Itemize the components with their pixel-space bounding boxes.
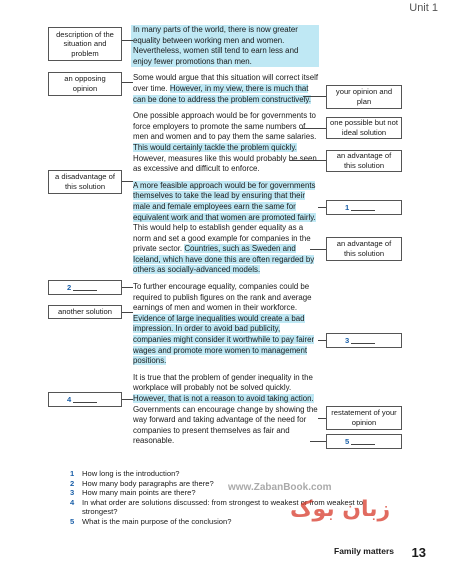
essay-p2-opinion: However, in my view, there is much that can be done to address the problem constructively. (133, 83, 311, 104)
question-text: In what order are solutions discussed: from strongest to weakest or from weakest to strongest? (82, 497, 364, 517)
question-number: 3 (70, 488, 75, 498)
model-essay (133, 25, 319, 447)
essay-p5-advantage: Evidence of large inequalities would create a bad impression. In order to avoid bad publicity, companies might consider it worthwhile to pay fairer wages and promote more women to management positions. (133, 313, 315, 366)
connector-line (122, 312, 133, 313)
blank-number: 2 (67, 282, 72, 292)
question-number: 4 (70, 497, 75, 507)
label-description: description of the situation and problem (48, 27, 122, 61)
blank-line (73, 285, 97, 291)
footer-unit-title: Family matters (334, 546, 394, 556)
connector-line (318, 340, 326, 341)
connector-line (122, 82, 133, 83)
question-item (70, 469, 400, 479)
essay-paragraph-5 (133, 282, 319, 367)
essay-p4-example: Countries, such as Sweden and Iceland, which have done this are often regarded by others as socially-advanced models. (133, 244, 315, 275)
connector-line (122, 181, 133, 182)
label-restatement: restatement of your opinion (326, 406, 402, 430)
question-text: What is the main purpose of the conclusion? (82, 516, 232, 526)
unit-label: Unit 1 (409, 2, 438, 14)
blank-3[interactable] (326, 333, 402, 348)
label-another-solution: another solution (48, 305, 122, 319)
label-possible-solution: one possible but not ideal solution (326, 117, 402, 139)
label-disadvantage: a disadvantage of this solution (48, 170, 122, 194)
blank-number: 4 (67, 394, 72, 404)
watermark-url: www.ZabanBook.com (228, 482, 332, 493)
blank-2[interactable] (48, 280, 122, 295)
question-number: 1 (70, 469, 75, 478)
connector-line (290, 160, 326, 161)
question-text: How many main points are there? (82, 488, 196, 498)
label-opposing-opinion: an opposing opinion (48, 72, 122, 96)
question-text: How long is the introduction? (82, 469, 180, 478)
essay-paragraph-3 (133, 111, 319, 175)
essay-paragraph-2 (133, 73, 319, 105)
blank-line (351, 338, 375, 344)
blank-number: 1 (345, 202, 350, 212)
essay-p2-opposing: Some would argue that this situation will correct itself over time. (133, 73, 319, 93)
essay-p3-advantage: This would certainly tackle the problem quickly. (133, 142, 297, 152)
question-number: 5 (70, 516, 75, 526)
blank-line (351, 205, 375, 211)
essay-p5-solution: To further encourage equality, companies could be required to publish figures on the rank and average earnings of men and women in their workforce. (133, 282, 312, 313)
essay-p3-disadvantage: However, measures like this would probably be seen as excessive and difficult to enforce. (133, 153, 317, 174)
blank-4[interactable] (48, 392, 122, 407)
essay-p6-closing: Governments can encourage change by showing the way forward and taking advantage of the need for companies to present themselves as fair and reasonable. (133, 404, 318, 446)
question-number: 2 (70, 478, 75, 488)
blank-number: 5 (345, 436, 350, 446)
essay-p4-advantage: This would help to establish gender equality as a norm and set a good example for companies in the private sector. (133, 223, 311, 254)
connector-line (318, 207, 326, 208)
blank-line (351, 439, 375, 445)
essay-paragraph-1: In many parts of the world, there is now greater equality between working men and women. Nevertheless, women still tend to earn less and enjoy fewer promotions than men. (131, 25, 319, 67)
connector-line (122, 399, 133, 400)
label-your-opinion: your opinion and plan (326, 85, 402, 109)
essay-p6-restatement: However, that is not a reason to avoid taking action. (133, 394, 314, 403)
connector-line (300, 128, 326, 129)
connector-line (310, 249, 326, 250)
blank-line (73, 397, 97, 403)
question-text: How many body paragraphs are there? (82, 478, 214, 488)
essay-p4-solution: A more feasible approach would be for governments themselves to take the lead by ensuring that their male and female employees earn the same for equivalent work and that women are promoted fairly. (133, 180, 316, 222)
blank-5[interactable] (326, 434, 402, 449)
essay-p3-solution: One possible approach would be for governments to force employers to promote the same numbers of men and women and to pay them the same salaries. (133, 111, 317, 142)
connector-line (318, 418, 326, 419)
connector-line (122, 287, 133, 288)
label-advantage-1: an advantage of this solution (326, 150, 402, 172)
connector-line (303, 96, 326, 97)
essay-p6-summary: It is true that the problem of gender inequality in the workplace will probably not be solved quickly. (133, 372, 313, 393)
page-number: 13 (411, 545, 426, 560)
connector-line (122, 40, 133, 41)
connector-line (310, 441, 326, 442)
essay-paragraph-4 (133, 181, 319, 276)
label-advantage-2: an advantage of this solution (326, 237, 402, 261)
watermark-logo: زبان بوک (290, 497, 391, 522)
blank-1[interactable] (326, 200, 402, 215)
blank-number: 3 (345, 335, 350, 345)
essay-paragraph-6 (133, 373, 319, 447)
